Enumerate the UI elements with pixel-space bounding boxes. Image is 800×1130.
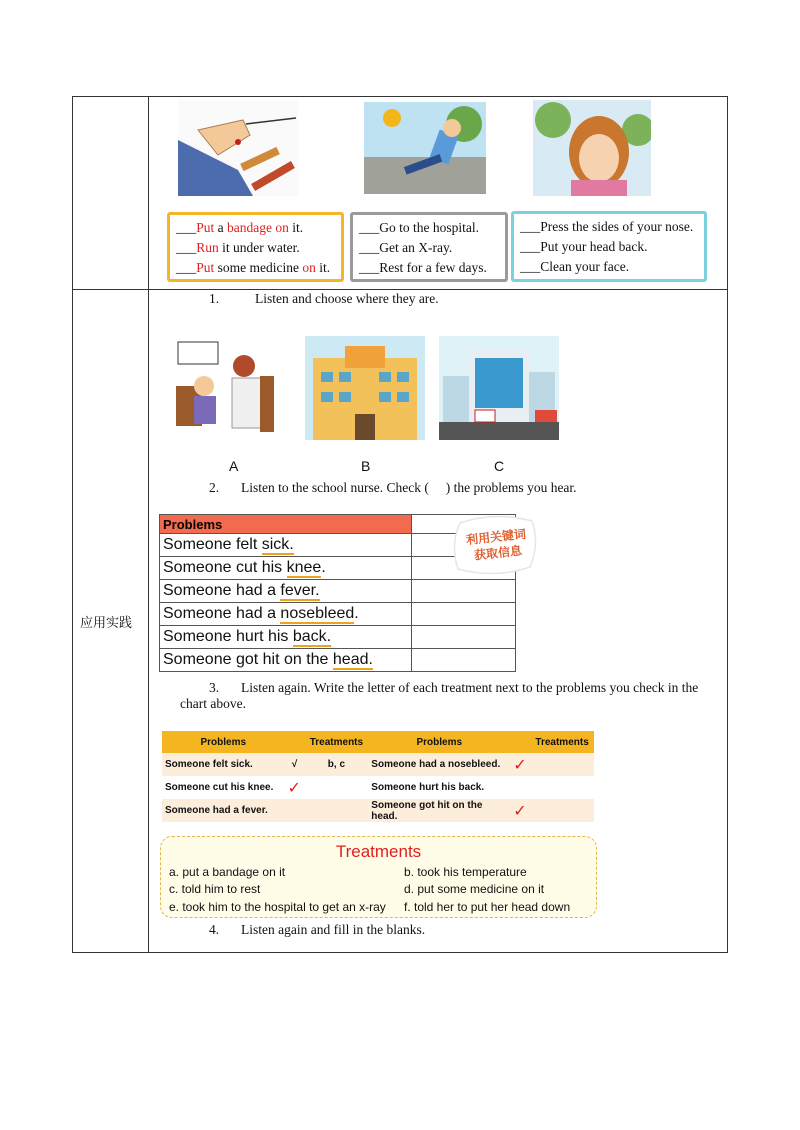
cut-finger-picture [178, 100, 298, 196]
option-letter-c: C [494, 458, 505, 474]
problem-cell: Someone got hit on the head. [160, 649, 412, 672]
check-mark [510, 776, 530, 799]
fall-option-2: ___Get an X-ray. [359, 240, 453, 255]
treatment-item-f: f. told her to put her head down [404, 900, 571, 914]
q3-text-line1: Listen again. Write the letter of each treatment next to the problems you check in the [241, 680, 699, 695]
treatments-title: Treatments [335, 842, 422, 861]
nose-option-1: ___Press the sides of your nose. [520, 219, 694, 234]
treatments-list-box [160, 836, 597, 918]
q4-text: Listen again and fill in the blanks. [241, 922, 426, 937]
problem-cell: Someone hurt his back. [368, 776, 510, 799]
problems-header-cell: Problems [160, 515, 412, 534]
cut-option-3: ___Put some medicine on it. [176, 260, 331, 275]
nose-option-2: ___Put your head back. [520, 239, 648, 254]
nose-option-3: ___Clean your face. [520, 259, 630, 274]
problem-cell: Someone had a nosebleed. [368, 753, 510, 776]
keyword-tip-badge [452, 513, 538, 577]
table-row [162, 776, 594, 799]
picture-a-nurse [168, 336, 288, 440]
badge-line-2: 获取信息 [473, 543, 523, 563]
treatments-table [162, 731, 594, 822]
q2-text: Listen to the school nurse. Check ( ) the problems you hear. [241, 480, 577, 495]
problem-cell: Someone had a nosebleed. [160, 603, 412, 626]
table-row [160, 580, 516, 603]
problem-cell: Someone had a fever. [160, 580, 412, 603]
header-treatments-1: Treatments [305, 731, 369, 753]
problem-cell: Someone felt sick. [162, 753, 285, 776]
table-row [162, 753, 594, 776]
header-problems-2: Problems [368, 731, 510, 753]
table-top-border [72, 96, 728, 97]
problem-cell: Someone cut his knee. [162, 776, 285, 799]
nosebleed-girl-picture [533, 100, 651, 196]
header-mark-2 [510, 731, 530, 753]
treatment-item-e: e. took him to the hospital to get an x-ray [169, 900, 386, 914]
problem-cell: Someone cut his knee. [160, 557, 412, 580]
treatment-item-c: c. told him to rest [169, 882, 261, 896]
table-row [160, 626, 516, 649]
q3-text-line2: chart above. [180, 696, 246, 711]
q1-text: Listen and choose where they are. [255, 291, 439, 306]
header-treatments-2: Treatments [530, 731, 594, 753]
fall-treatment-box [350, 212, 508, 282]
header-mark-1 [285, 731, 305, 753]
problem-cell: Someone felt sick. [160, 534, 412, 557]
fall-option-3: ___Rest for a few days. [359, 260, 487, 275]
treatment-item-d: d. put some medicine on it [404, 882, 545, 896]
option-letter-a: A [229, 458, 239, 474]
table-right-border [727, 96, 728, 953]
problem-cell: Someone hurt his back. [160, 626, 412, 649]
check-mark: ✓ [510, 799, 530, 822]
q1-number: 1. [209, 291, 220, 306]
treatment-cell[interactable] [305, 776, 369, 799]
check-mark: ✓ [510, 753, 530, 776]
section-label: 应用实践 [80, 616, 133, 631]
row-divider [72, 289, 728, 290]
fall-boy-picture [364, 102, 486, 194]
q3-number: 3. [209, 680, 220, 695]
table-row [160, 649, 516, 672]
check-cell[interactable] [412, 603, 516, 626]
option-letter-b: B [361, 458, 371, 474]
treatment-cell[interactable] [530, 799, 594, 822]
treatment-cell[interactable] [530, 776, 594, 799]
problem-cell: Someone got hit on the head. [368, 799, 510, 822]
picture-c-hospital [439, 336, 559, 440]
check-cell[interactable] [412, 649, 516, 672]
treatment-item-b: b. took his temperature [404, 865, 527, 879]
header-problems-1: Problems [162, 731, 285, 753]
cut-treatment-box [167, 212, 344, 282]
table-row [162, 799, 594, 822]
nosebleed-treatment-box [511, 211, 707, 282]
table-bottom-border [72, 952, 728, 953]
column-divider [148, 96, 149, 953]
fall-option-1: ___Go to the hospital. [359, 220, 479, 235]
treatment-item-a: a. put a bandage on it [169, 865, 286, 879]
treatments-table-header [162, 731, 594, 753]
check-mark: ✓ [285, 776, 305, 799]
check-cell[interactable] [412, 626, 516, 649]
check-cell[interactable] [412, 580, 516, 603]
table-left-border [72, 96, 73, 953]
q2-number: 2. [209, 480, 220, 495]
badge-line-1: 利用关键词 [465, 526, 527, 548]
check-mark [285, 799, 305, 822]
problem-cell: Someone had a fever. [162, 799, 285, 822]
treatment-cell[interactable] [530, 753, 594, 776]
picture-b-health-center [305, 336, 425, 440]
table-row [160, 603, 516, 626]
treatment-cell[interactable]: b, c [305, 753, 369, 776]
treatment-cell[interactable] [305, 799, 369, 822]
cut-option-2: ___Run it under water. [176, 240, 300, 255]
q4-number: 4. [209, 922, 220, 937]
check-mark: √ [285, 753, 305, 776]
cut-option-1: ___Put a bandage on it. [176, 220, 304, 235]
